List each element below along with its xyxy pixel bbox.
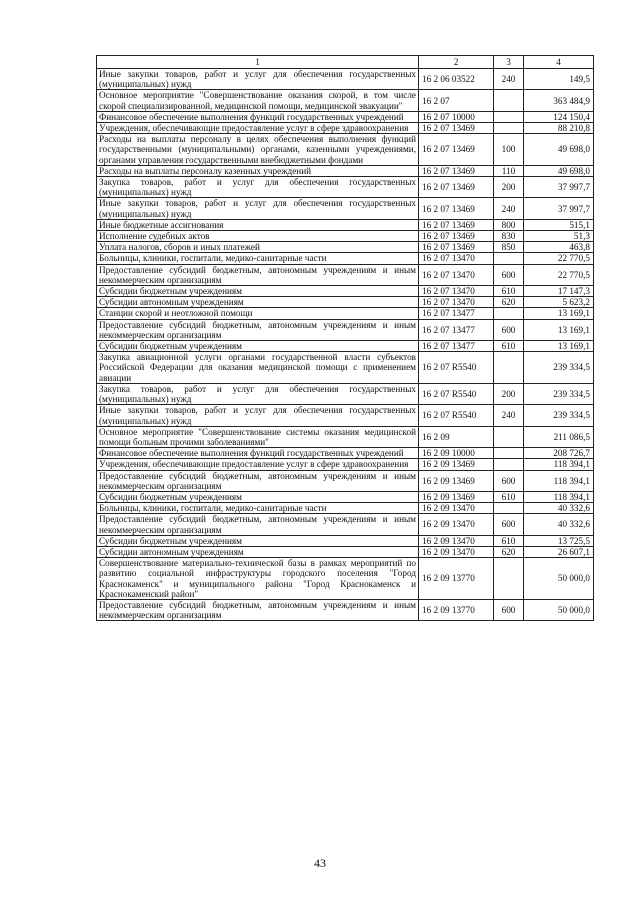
row-amount: 363 484,9 xyxy=(524,90,594,111)
row-code: 16 2 07 13469 xyxy=(419,165,494,176)
table-row xyxy=(97,242,594,253)
row-name: Субсидии автономным учреждениям xyxy=(97,546,419,557)
row-amount: 49 698,0 xyxy=(524,165,594,176)
table-row xyxy=(97,599,594,620)
row-expense-type: 240 xyxy=(494,405,524,426)
table-row xyxy=(97,514,594,535)
row-amount: 40 332,6 xyxy=(524,503,594,514)
table-row xyxy=(97,198,594,219)
row-name: Учреждения, обеспечивающие предоставление услуг в сфере здравоохранения xyxy=(97,123,419,134)
row-name: Предоставление субсидий бюджетным, автономным учреждениям и иным некоммерческим организациям xyxy=(97,514,419,535)
row-amount: 13 725,5 xyxy=(524,535,594,546)
row-name: Финансовое обеспечение выполнения функций государственных учреждений xyxy=(97,448,419,459)
row-code: 16 2 09 13470 xyxy=(419,514,494,535)
row-expense-type: 600 xyxy=(494,264,524,285)
row-amount: 22 770,5 xyxy=(524,264,594,285)
row-name: Больницы, клиники, госпитали, медико-санитарные части xyxy=(97,503,419,514)
row-name: Закупка товаров, работ и услуг для обеспечения государственных (муниципальных) нужд xyxy=(97,383,419,404)
row-expense-type: 620 xyxy=(494,546,524,557)
table-row xyxy=(97,253,594,264)
table-row xyxy=(97,219,594,230)
row-expense-type xyxy=(494,123,524,134)
row-code: 16 2 07 13470 xyxy=(419,297,494,308)
row-code: 16 2 09 xyxy=(419,426,494,447)
row-code: 16 2 09 13469 xyxy=(419,491,494,502)
row-amount: 13 169,1 xyxy=(524,341,594,352)
row-amount: 118 394,1 xyxy=(524,470,594,491)
row-amount: 51,3 xyxy=(524,231,594,242)
table-row xyxy=(97,297,594,308)
row-code: 16 2 09 13770 xyxy=(419,599,494,620)
row-code: 16 2 07 13469 xyxy=(419,242,494,253)
row-code: 16 2 09 13470 xyxy=(419,546,494,557)
row-name: Субсидии бюджетным учреждениям xyxy=(97,341,419,352)
row-amount: 515,1 xyxy=(524,219,594,230)
row-expense-type: 240 xyxy=(494,198,524,219)
row-code: 16 2 07 13469 xyxy=(419,219,494,230)
table-row xyxy=(97,319,594,340)
row-expense-type: 600 xyxy=(494,514,524,535)
table-row xyxy=(97,448,594,459)
row-name: Финансовое обеспечение выполнения функций государственных учреждений xyxy=(97,111,419,122)
header-col-4: 4 xyxy=(524,56,594,69)
row-name: Иные закупки товаров, работ и услуг для обеспечения государственных (муниципальных) нужд xyxy=(97,405,419,426)
row-name: Субсидии бюджетным учреждениям xyxy=(97,491,419,502)
row-name: Иные бюджетные ассигнования xyxy=(97,219,419,230)
row-amount: 118 394,1 xyxy=(524,491,594,502)
table-row xyxy=(97,426,594,447)
row-code: 16 2 07 R5540 xyxy=(419,383,494,404)
header-col-3: 3 xyxy=(494,56,524,69)
row-expense-type: 600 xyxy=(494,319,524,340)
row-name: Совершенствование материально-технической базы в рамках мероприятий по развитию социальной инфраструктуры городского поселения "Город Краснокаменск" и муниципального района "Город Краснокаменск и Краснокаменский район" xyxy=(97,558,419,600)
row-expense-type xyxy=(494,90,524,111)
row-amount: 50 000,0 xyxy=(524,558,594,600)
row-name: Больницы, клиники, госпитали, медико-санитарные части xyxy=(97,253,419,264)
row-name: Уплата налогов, сборов и иных платежей xyxy=(97,242,419,253)
row-expense-type: 610 xyxy=(494,535,524,546)
row-code: 16 2 07 R5540 xyxy=(419,352,494,384)
row-amount: 124 150,4 xyxy=(524,111,594,122)
row-amount: 37 997,7 xyxy=(524,177,594,198)
table-row xyxy=(97,69,594,90)
page-number: 43 xyxy=(314,856,326,870)
row-amount: 17 147,3 xyxy=(524,286,594,297)
header-row xyxy=(97,56,594,69)
row-amount: 239 334,5 xyxy=(524,383,594,404)
row-amount: 118 394,1 xyxy=(524,459,594,470)
row-name: Предоставление субсидий бюджетным, автономным учреждениям и иным некоммерческим организациям xyxy=(97,264,419,285)
row-name: Предоставление субсидий бюджетным, автономным учреждениям и иным некоммерческим организациям xyxy=(97,319,419,340)
row-amount: 208 726,7 xyxy=(524,448,594,459)
table-row xyxy=(97,264,594,285)
table-row xyxy=(97,405,594,426)
row-code: 16 2 07 13470 xyxy=(419,264,494,285)
row-expense-type xyxy=(494,308,524,319)
row-name: Закупка товаров, работ и услуг для обеспечения государственных (муниципальных) нужд xyxy=(97,177,419,198)
row-name: Закупка авиационной услуги органами государственной власти субъектов Российской Федерации для оказания медицинской помощи с применением авиации xyxy=(97,352,419,384)
row-code: 16 2 09 10000 xyxy=(419,448,494,459)
row-code: 16 2 07 13477 xyxy=(419,308,494,319)
table-row xyxy=(97,165,594,176)
row-amount: 13 169,1 xyxy=(524,319,594,340)
row-code: 16 2 09 13470 xyxy=(419,503,494,514)
row-code: 16 2 07 13470 xyxy=(419,253,494,264)
table-row xyxy=(97,134,594,166)
table-row xyxy=(97,459,594,470)
table-row xyxy=(97,491,594,502)
row-code: 16 2 09 13770 xyxy=(419,558,494,600)
row-amount: 13 169,1 xyxy=(524,308,594,319)
row-name: Иные закупки товаров, работ и услуг для обеспечения государственных (муниципальных) нужд xyxy=(97,69,419,90)
table-row xyxy=(97,177,594,198)
table-row xyxy=(97,286,594,297)
table-row xyxy=(97,308,594,319)
row-expense-type: 850 xyxy=(494,242,524,253)
row-expense-type: 610 xyxy=(494,286,524,297)
row-name: Расходы на выплаты персоналу казенных учреждений xyxy=(97,165,419,176)
row-expense-type xyxy=(494,503,524,514)
row-amount: 239 334,5 xyxy=(524,352,594,384)
row-code: 16 2 07 13469 xyxy=(419,134,494,166)
row-amount: 149,5 xyxy=(524,69,594,90)
row-code: 16 2 06 03522 xyxy=(419,69,494,90)
header-col-1: 1 xyxy=(97,56,419,69)
row-name: Иные закупки товаров, работ и услуг для обеспечения государственных (муниципальных) нужд xyxy=(97,198,419,219)
row-amount: 37 997,7 xyxy=(524,198,594,219)
row-expense-type: 600 xyxy=(494,470,524,491)
row-name: Предоставление субсидий бюджетным, автономным учреждениям и иным некоммерческим организациям xyxy=(97,599,419,620)
row-name: Субсидии автономным учреждениям xyxy=(97,297,419,308)
row-expense-type xyxy=(494,558,524,600)
row-expense-type xyxy=(494,426,524,447)
row-name: Учреждения, обеспечивающие предоставление услуг в сфере здравоохранения xyxy=(97,459,419,470)
table-row xyxy=(97,535,594,546)
row-expense-type: 610 xyxy=(494,341,524,352)
table-row xyxy=(97,546,594,557)
table-row xyxy=(97,111,594,122)
row-expense-type: 600 xyxy=(494,599,524,620)
row-expense-type: 240 xyxy=(494,69,524,90)
row-code: 16 2 07 13477 xyxy=(419,341,494,352)
row-amount: 5 623,2 xyxy=(524,297,594,308)
table-body xyxy=(97,69,594,621)
row-code: 16 2 07 13469 xyxy=(419,177,494,198)
table-row xyxy=(97,503,594,514)
table-row xyxy=(97,90,594,111)
row-expense-type xyxy=(494,111,524,122)
row-expense-type: 620 xyxy=(494,297,524,308)
row-expense-type: 100 xyxy=(494,134,524,166)
row-expense-type: 200 xyxy=(494,383,524,404)
table-row xyxy=(97,558,594,600)
header-col-2: 2 xyxy=(419,56,494,69)
row-amount: 49 698,0 xyxy=(524,134,594,166)
row-code: 16 2 07 13477 xyxy=(419,319,494,340)
row-amount: 88 210,8 xyxy=(524,123,594,134)
row-amount: 50 000,0 xyxy=(524,599,594,620)
row-expense-type: 110 xyxy=(494,165,524,176)
row-amount: 239 334,5 xyxy=(524,405,594,426)
row-expense-type: 830 xyxy=(494,231,524,242)
table-row xyxy=(97,231,594,242)
row-expense-type: 610 xyxy=(494,491,524,502)
row-name: Субсидии бюджетным учреждениям xyxy=(97,535,419,546)
row-name: Станции скорой и неотложной помощи xyxy=(97,308,419,319)
row-name: Расходы на выплаты персоналу в целях обеспечения выполнения функций государственными (муниципальными) органами, казенными учреждениями, органами управления государственными внебюджетными фондами xyxy=(97,134,419,166)
row-code: 16 2 07 13469 xyxy=(419,198,494,219)
row-name: Субсидии бюджетным учреждениям xyxy=(97,286,419,297)
table-row xyxy=(97,352,594,384)
row-code: 16 2 09 13469 xyxy=(419,459,494,470)
row-expense-type xyxy=(494,459,524,470)
row-name: Предоставление субсидий бюджетным, автономным учреждениям и иным некоммерческим организациям xyxy=(97,470,419,491)
row-name: Основное мероприятие "Совершенствование оказания скорой, в том числе скорой специализированной, медицинской помощи, медицинской эвакуации" xyxy=(97,90,419,111)
table-row xyxy=(97,341,594,352)
row-code: 16 2 09 13470 xyxy=(419,535,494,546)
row-amount: 22 770,5 xyxy=(524,253,594,264)
row-expense-type xyxy=(494,253,524,264)
row-expense-type xyxy=(494,448,524,459)
row-code: 16 2 07 R5540 xyxy=(419,405,494,426)
row-code: 16 2 07 13469 xyxy=(419,231,494,242)
row-expense-type xyxy=(494,352,524,384)
row-code: 16 2 07 13469 xyxy=(419,123,494,134)
row-name: Исполнение судебных актов xyxy=(97,231,419,242)
row-expense-type: 200 xyxy=(494,177,524,198)
row-code: 16 2 09 13469 xyxy=(419,470,494,491)
table-row xyxy=(97,470,594,491)
row-code: 16 2 07 10000 xyxy=(419,111,494,122)
budget-table xyxy=(96,55,594,621)
table-row xyxy=(97,383,594,404)
row-amount: 26 607,1 xyxy=(524,546,594,557)
row-name: Основное мероприятие "Совершенствование системы оказания медицинской помощи больным прочими заболеваниями" xyxy=(97,426,419,447)
row-amount: 211 086,5 xyxy=(524,426,594,447)
row-code: 16 2 07 xyxy=(419,90,494,111)
row-expense-type: 800 xyxy=(494,219,524,230)
row-code: 16 2 07 13470 xyxy=(419,286,494,297)
table-row xyxy=(97,123,594,134)
row-amount: 40 332,6 xyxy=(524,514,594,535)
row-amount: 463,8 xyxy=(524,242,594,253)
